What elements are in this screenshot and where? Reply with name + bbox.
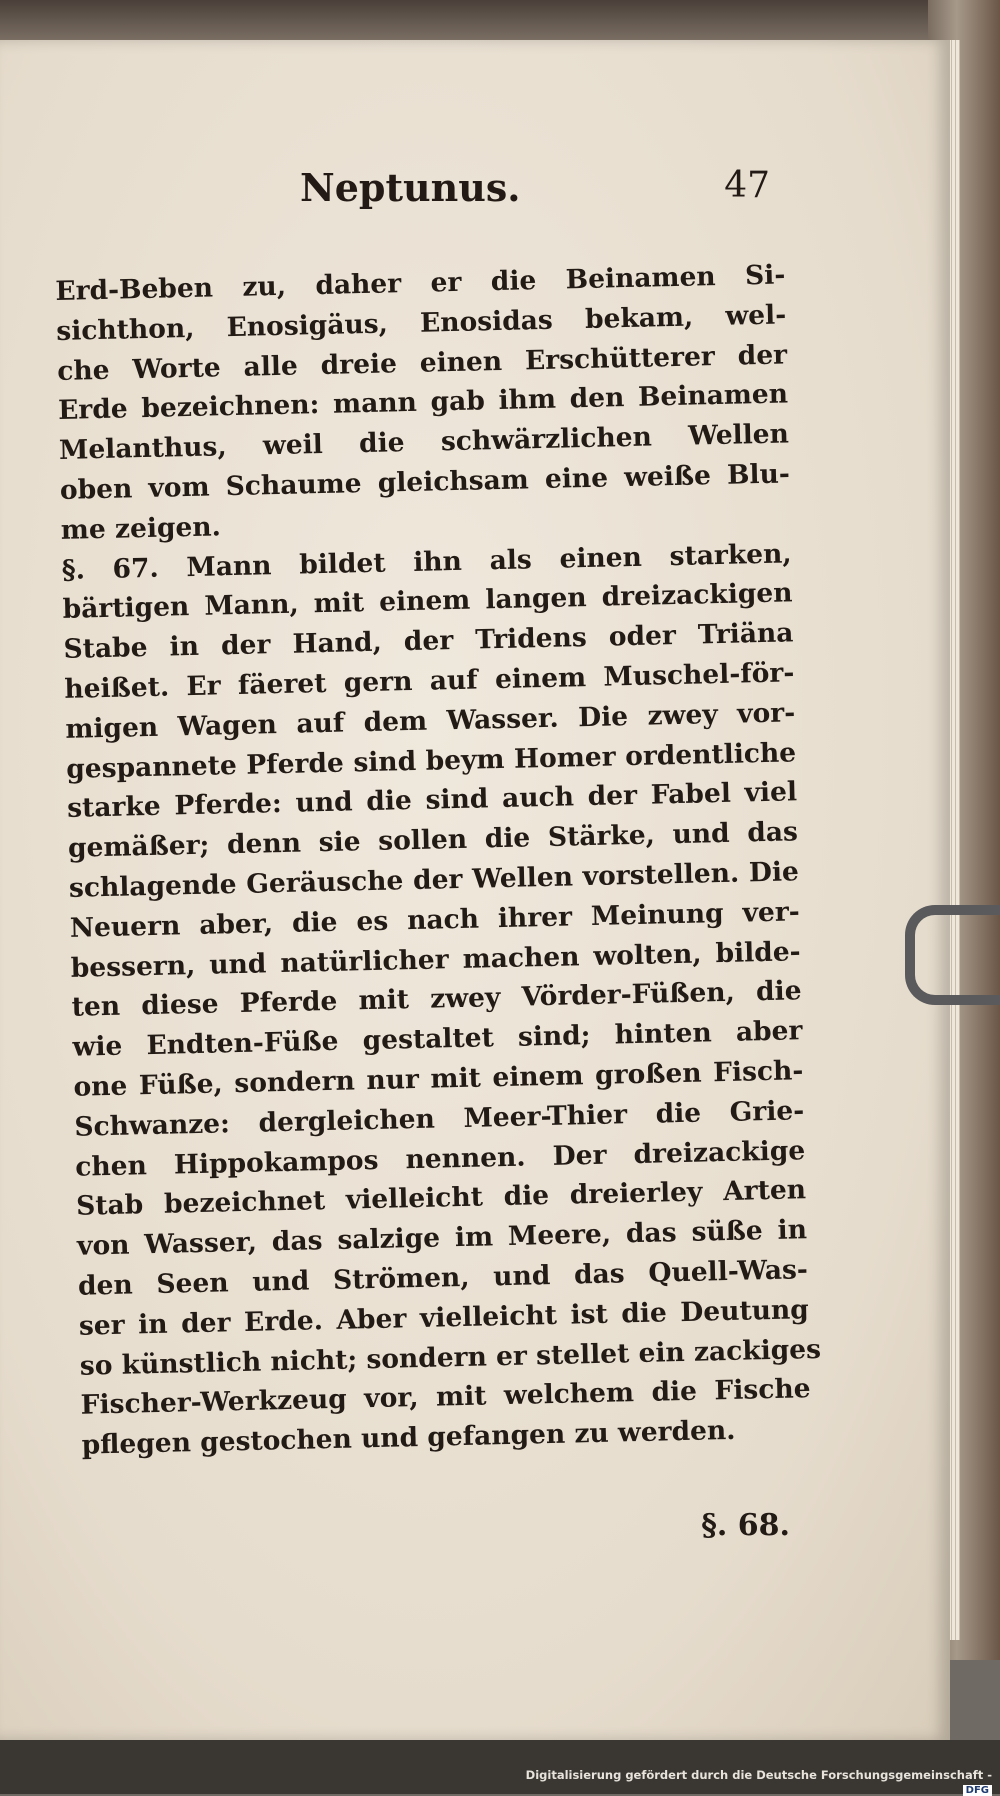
text-line: starke Pferde: und die sind auch der Fabel viel	[66, 776, 798, 825]
text-line: ten diese Pferde mit zwey Vörder-Füßen, die	[71, 975, 802, 1024]
text-line: Erd-Beben zu, daher er die Beinamen Si-	[55, 259, 786, 307]
text-line: Fischer-Werkzeug vor, mit welchem die Fische	[80, 1373, 811, 1422]
text-line: Melanthus, weil die schwärzlichen Wellen	[58, 418, 790, 467]
text-line: me zeigen.	[60, 511, 222, 546]
book-cover-edge	[0, 0, 1000, 40]
body-text	[55, 255, 822, 1465]
text-line: den Seen und Strömen, und das Quell-Was-	[77, 1254, 809, 1302]
dfg-logo: DFG	[963, 1785, 992, 1796]
book-page	[0, 40, 950, 1740]
text-line: §. 67. Mann bildet ihn als einen starken,	[61, 537, 792, 586]
text-line: sichthon, Enosigäus, Enosidas bekam, wel-	[55, 299, 787, 347]
text-line: bessern, und natürlicher machen wolten, bilde-	[70, 935, 801, 984]
credit-text: Digitalisierung gefördert durch die Deutsche Forschungsgemeinschaft -	[525, 1768, 992, 1782]
text-line: Erde bezeichnen: mann gab ihm den Beinamen	[57, 378, 789, 427]
text-line: pflegen gestochen und gefangen zu werden.	[81, 1414, 736, 1461]
text-line: gemäßer; denn sie sollen die Stärke, und das	[67, 816, 799, 865]
text-line: gespannete Pferde sind beym Homer ordentliche	[65, 736, 797, 785]
text-line: migen Wagen auf dem Wasser. Die zwey vor-	[65, 697, 796, 745]
text-line: heißet. Er fäeret gern auf einem Muschel-för-	[64, 657, 795, 705]
text-line: ser in der Erde. Aber vielleicht ist die Deutung	[78, 1293, 810, 1342]
digitization-credit	[520, 1768, 992, 1796]
text-line: schlagende Geräusche der Wellen vorstellen. Die	[68, 856, 800, 904]
text-line: so künstlich nicht; sondern er stellet ein zackiges	[79, 1333, 822, 1382]
page-clip	[905, 905, 1000, 1005]
text-line: Stab bezeichnet vielleicht die dreierley Arten	[75, 1174, 807, 1223]
text-line: Neuern aber, die es nach ihrer Meinung ver-	[69, 896, 801, 944]
running-title: Neptunus.	[300, 165, 521, 210]
text-line: wie Endten-Füße gestaltet sind; hinten aber	[72, 1015, 803, 1063]
text-line: Schwanze: dergleichen Meer-Thier die Grie-	[74, 1094, 805, 1143]
text-line: Stabe in der Hand, der Tridens oder Triäna	[63, 617, 794, 666]
text-line: oben vom Schaume gleichsam eine weiße Blu-	[59, 458, 791, 506]
text-line: chen Hippokampos nennen. Der dreizackige	[74, 1134, 806, 1183]
page-header	[0, 165, 950, 235]
text-line: von Wasser, das salzige im Meere, das süße in	[76, 1214, 808, 1262]
text-line: che Worte alle dreie einen Erschütterer der	[56, 339, 788, 387]
catchword: §. 68.	[701, 1508, 790, 1543]
page-number: 47	[724, 165, 770, 206]
text-line: bärtigen Mann, mit einem langen dreizackigen	[62, 577, 793, 626]
text-line: one Füße, sondern nur mit einem großen Fisch-	[73, 1055, 804, 1103]
